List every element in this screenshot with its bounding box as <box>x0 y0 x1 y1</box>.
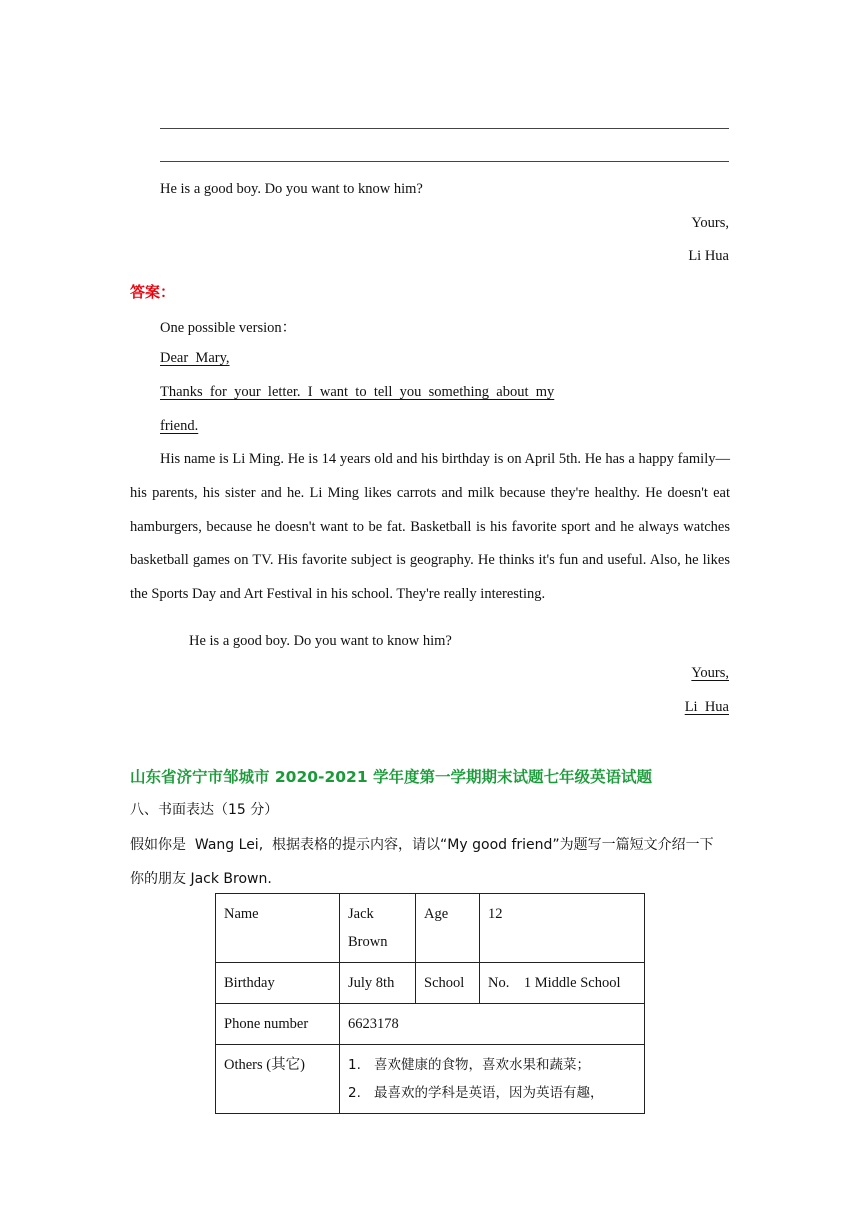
cell-name-label: Name <box>216 894 340 963</box>
others-item-1 <box>348 1051 637 1079</box>
answer-closing-sentence: He is a good boy. Do you want to know him? <box>189 633 452 649</box>
cell-phone-label: Phone number <box>216 1004 340 1045</box>
others-item-number: 2. <box>348 1085 361 1101</box>
name-first: Jack <box>348 906 374 922</box>
others-item-text: 最喜欢的学科是英语，因为英语有趣， <box>374 1085 604 1101</box>
table-row-birthday <box>216 963 645 1004</box>
others-item-number: 1. <box>348 1057 361 1073</box>
friend-info-table <box>215 893 645 1114</box>
task-prompt-line-2: 你的朋友 Jack Brown. <box>130 871 272 887</box>
section-subheading: 八、书面表达（15 分） <box>130 802 279 818</box>
answer-opening-line-2: friend. <box>160 418 199 434</box>
cell-school-value: No. 1 Middle School <box>480 963 645 1004</box>
answer-signature: Li Hua <box>684 699 729 715</box>
cell-name-value <box>340 894 416 963</box>
blank-writing-line-1 <box>160 128 729 129</box>
answer-body-text: His name is Li Ming. He is 14 years old and his birthday is on April 5th. He has a happy family—his parents, his sister and he. Li Ming likes carrots and milk because they're healthy. He doesn't eat hamburgers, because he doesn't want to be fat. Basketball is his favorite sport and he always watches basketball games on TV. His favorite subject is geography. He thinks it's fun and useful. Also, he likes the Sports Day and Art Festival in his school. They're really interesting. <box>130 451 730 603</box>
cell-birthday-label: Birthday <box>216 963 340 1004</box>
blank-writing-line-2 <box>160 161 729 162</box>
answer-sign-off: Yours, <box>691 665 729 681</box>
others-item-2 <box>348 1079 637 1107</box>
cell-others-list <box>340 1045 645 1114</box>
cell-age-label: Age <box>416 894 480 963</box>
answer-opening-line-1: Thanks for your letter. I want to tell you something about my <box>160 384 555 400</box>
cell-phone-value: 6623178 <box>340 1004 645 1045</box>
answer-body-paragraph <box>130 443 730 612</box>
letter-signature: Li Hua <box>688 248 729 264</box>
task-prompt-line-1: 假如你是 Wang Lei, 根据表格的提示内容，请以“My good friend”为题写一篇短文介绍一下 <box>130 837 714 853</box>
cell-age-value: 12 <box>480 894 645 963</box>
answer-salutation: Dear Mary, <box>160 350 230 366</box>
name-last: Brown <box>348 934 388 950</box>
table-row-others <box>216 1045 645 1114</box>
cell-birthday-value: July 8th <box>340 963 416 1004</box>
answer-heading: 答案： <box>130 283 176 301</box>
section-title: 山东省济宁市邹城市 2020-2021 学年度第一学期期末试题七年级英语试题 <box>130 768 653 786</box>
cell-others-label: Others (其它) <box>216 1045 340 1114</box>
table-row-phone <box>216 1004 645 1045</box>
answer-intro: One possible version： <box>160 320 297 336</box>
letter-closing-sentence: He is a good boy. Do you want to know him? <box>160 181 423 197</box>
cell-school-label: School <box>416 963 480 1004</box>
letter-sign-off: Yours, <box>691 215 729 231</box>
table-row-name <box>216 894 645 963</box>
others-item-text: 喜欢健康的食物，喜欢水果和蔬菜； <box>374 1057 590 1073</box>
